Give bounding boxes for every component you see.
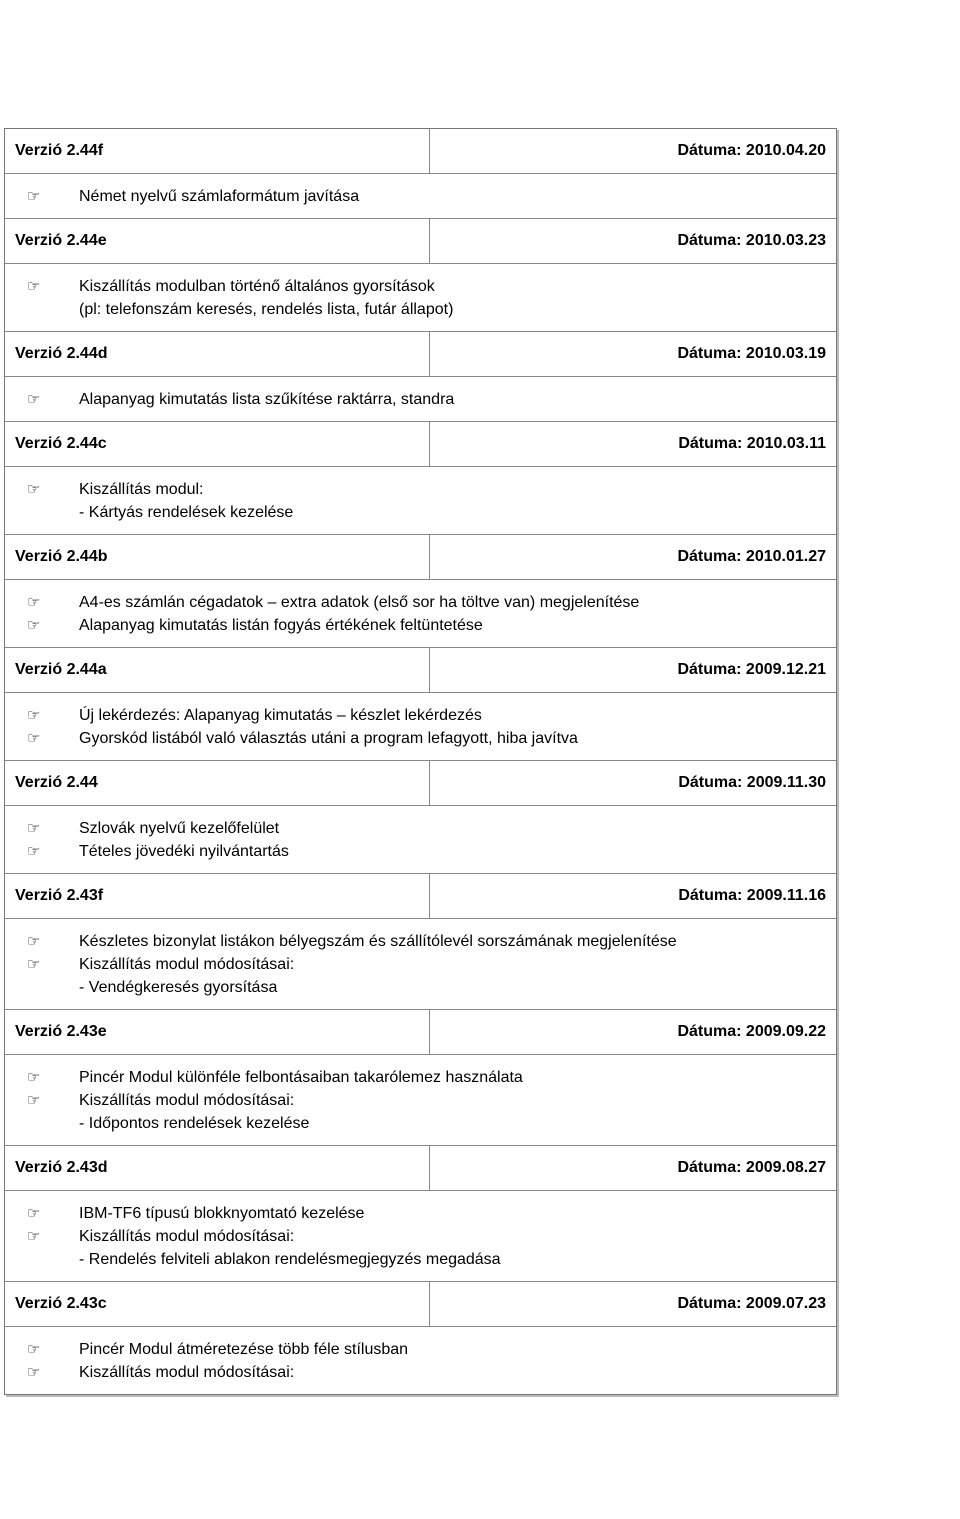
pointing-hand-icon: ☞ xyxy=(27,1341,41,1358)
changelog-table xyxy=(4,128,837,1395)
version-label: Verzió 2.43e xyxy=(5,1010,430,1054)
change-item xyxy=(5,185,836,208)
version-changes xyxy=(5,467,836,535)
version-label: Verzió 2.44e xyxy=(5,219,430,263)
version-date: Dátuma: 2009.12.21 xyxy=(677,661,826,678)
change-item xyxy=(5,501,836,524)
change-item xyxy=(5,930,836,953)
pointing-hand-icon: ☞ xyxy=(27,956,41,973)
change-item xyxy=(5,1338,836,1361)
change-text: Kiszállítás modul módosításai: xyxy=(79,1228,295,1245)
change-text: Kiszállítás modul módosításai: xyxy=(79,1092,295,1109)
change-text: (pl: telefonszám keresés, rendelés lista, futár állapot) xyxy=(79,301,454,318)
version-header xyxy=(5,535,836,580)
change-item xyxy=(5,704,836,727)
version-date: Dátuma: 2010.01.27 xyxy=(677,548,826,565)
pointing-hand-icon: ☞ xyxy=(27,1205,41,1222)
version-changes xyxy=(5,174,836,219)
version-label: Verzió 2.44f xyxy=(5,129,430,173)
pointing-hand-icon: ☞ xyxy=(27,730,41,747)
change-text: Gyorskód listából való választás utáni a program lefagyott, hiba javítva xyxy=(79,730,578,747)
version-date: Dátuma: 2010.04.20 xyxy=(677,142,826,159)
version-label: Verzió 2.43d xyxy=(5,1146,430,1190)
version-label: Verzió 2.44 xyxy=(5,761,430,805)
pointing-hand-icon: ☞ xyxy=(27,707,41,724)
change-item xyxy=(5,1112,836,1135)
change-item xyxy=(5,388,836,411)
pointing-hand-icon: ☞ xyxy=(27,188,41,205)
version-header xyxy=(5,874,836,919)
version-changes xyxy=(5,377,836,422)
pointing-hand-icon: ☞ xyxy=(27,1228,41,1245)
version-header xyxy=(5,332,836,377)
change-text: Kiszállítás modul módosításai: xyxy=(79,1364,295,1381)
version-changes xyxy=(5,919,836,1010)
version-header xyxy=(5,761,836,806)
version-label: Verzió 2.43f xyxy=(5,874,430,918)
change-text: Pincér Modul különféle felbontásaiban takarólemez használata xyxy=(79,1069,523,1086)
change-item xyxy=(5,298,836,321)
version-date: Dátuma: 2009.11.30 xyxy=(678,774,826,791)
pointing-hand-icon: ☞ xyxy=(27,1092,41,1109)
change-item xyxy=(5,275,836,298)
version-header xyxy=(5,648,836,693)
change-text: Tételes jövedéki nyilvántartás xyxy=(79,843,289,860)
pointing-hand-icon: ☞ xyxy=(27,820,41,837)
change-item xyxy=(5,1361,836,1384)
change-text: Készletes bizonylat listákon bélyegszám és szállítólevél sorszámának megjelenítése xyxy=(79,933,677,950)
version-changes xyxy=(5,1055,836,1146)
version-header xyxy=(5,422,836,467)
change-item xyxy=(5,840,836,863)
change-item xyxy=(5,614,836,637)
version-date: Dátuma: 2010.03.19 xyxy=(677,345,826,362)
change-text: Pincér Modul átméretezése több féle stílusban xyxy=(79,1341,409,1358)
version-header xyxy=(5,1282,836,1327)
pointing-hand-icon: ☞ xyxy=(27,1069,41,1086)
version-changes xyxy=(5,1327,836,1394)
pointing-hand-icon: ☞ xyxy=(27,933,41,950)
change-text: Alapanyag kimutatás listán fogyás értékének feltüntetése xyxy=(79,617,483,634)
pointing-hand-icon: ☞ xyxy=(27,1364,41,1381)
change-text: - Kártyás rendelések kezelése xyxy=(79,504,294,521)
change-item xyxy=(5,727,836,750)
change-item xyxy=(5,1089,836,1112)
change-item xyxy=(5,1202,836,1225)
version-date: Dátuma: 2009.07.23 xyxy=(677,1295,826,1312)
version-changes xyxy=(5,264,836,332)
pointing-hand-icon: ☞ xyxy=(27,594,41,611)
version-date: Dátuma: 2009.09.22 xyxy=(677,1023,826,1040)
change-item xyxy=(5,591,836,614)
pointing-hand-icon: ☞ xyxy=(27,843,41,860)
version-date: Dátuma: 2010.03.11 xyxy=(678,435,826,452)
change-text: Szlovák nyelvű kezelőfelület xyxy=(79,820,280,837)
change-text: - Rendelés felviteli ablakon rendelésmegjegyzés megadása xyxy=(79,1251,501,1268)
change-text: Alapanyag kimutatás lista szűkítése raktárra, standra xyxy=(79,391,455,408)
change-text: Kiszállítás modul módosításai: xyxy=(79,956,295,973)
change-item xyxy=(5,478,836,501)
change-text: A4-es számlán cégadatok – extra adatok (első sor ha töltve van) megjelenítése xyxy=(79,594,640,611)
version-header xyxy=(5,129,836,174)
version-date: Dátuma: 2009.11.16 xyxy=(678,887,826,904)
version-label: Verzió 2.44d xyxy=(5,332,430,376)
change-text: Német nyelvű számlaformátum javítása xyxy=(79,188,360,205)
version-label: Verzió 2.44a xyxy=(5,648,430,692)
version-changes xyxy=(5,1191,836,1282)
pointing-hand-icon: ☞ xyxy=(27,481,41,498)
version-date: Dátuma: 2009.08.27 xyxy=(677,1159,826,1176)
version-date: Dátuma: 2010.03.23 xyxy=(677,232,826,249)
version-header xyxy=(5,1146,836,1191)
version-label: Verzió 2.44c xyxy=(5,422,430,466)
change-item xyxy=(5,817,836,840)
change-text: Kiszállítás modul: xyxy=(79,481,204,498)
change-item xyxy=(5,1066,836,1089)
change-item xyxy=(5,1225,836,1248)
change-text: Kiszállítás modulban történő általános gyorsítások xyxy=(79,278,435,295)
version-changes xyxy=(5,806,836,874)
pointing-hand-icon: ☞ xyxy=(27,278,41,295)
version-changes xyxy=(5,693,836,761)
change-text: IBM-TF6 típusú blokknyomtató kezelése xyxy=(79,1205,365,1222)
change-text: - Vendégkeresés gyorsítása xyxy=(79,979,278,996)
version-label: Verzió 2.44b xyxy=(5,535,430,579)
change-item xyxy=(5,1248,836,1271)
version-label: Verzió 2.43c xyxy=(5,1282,430,1326)
version-header xyxy=(5,1010,836,1055)
change-item xyxy=(5,976,836,999)
pointing-hand-icon: ☞ xyxy=(27,391,41,408)
version-header xyxy=(5,219,836,264)
pointing-hand-icon: ☞ xyxy=(27,617,41,634)
change-text: - Időpontos rendelések kezelése xyxy=(79,1115,310,1132)
change-text: Új lekérdezés: Alapanyag kimutatás – készlet lekérdezés xyxy=(79,707,482,724)
change-item xyxy=(5,953,836,976)
version-changes xyxy=(5,580,836,648)
